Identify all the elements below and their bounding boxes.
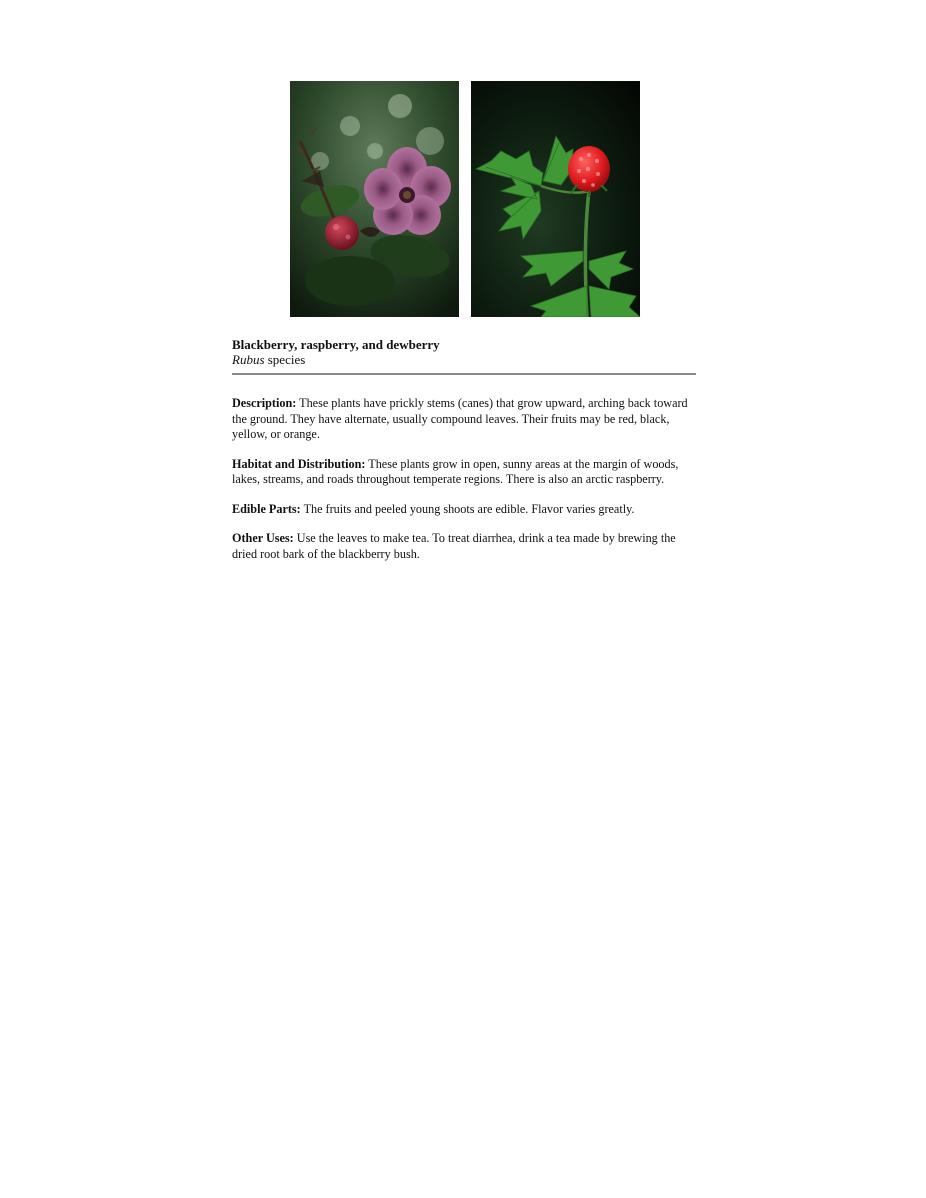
section-label: Edible Parts: [232, 501, 301, 516]
plant-species-suffix: species [267, 352, 306, 367]
plant-common-name: Blackberry, raspberry, and dewberry [232, 337, 440, 352]
dewberry-photo-image [290, 81, 459, 317]
section-label: Habitat and Distribution: [232, 456, 366, 471]
plant-details [232, 396, 696, 576]
dewberry-photo [290, 81, 459, 317]
section-text: These plants have prickly stems (canes) that grow upward, arching back toward the ground. They have alternate, usually compound leaves. Their fruits may be red, black, yellow, or orange. [232, 396, 688, 441]
section-label: Other Uses: [232, 531, 294, 545]
raspberry-photo-image [471, 81, 640, 317]
raspberry-photo [471, 81, 640, 317]
section-text: Use the leaves to make tea. To treat diarrhea, drink a tea made by brewing the dried root bark of the blackberry bush. [232, 531, 676, 561]
heading-divider [232, 373, 696, 375]
description-section [232, 396, 696, 443]
section-label: Description: [232, 396, 297, 410]
plant-scientific-name [232, 352, 696, 367]
section-text: The fruits and peeled young shoots are edible. Flavor varies greatly. [303, 501, 635, 516]
habitat-section [232, 457, 696, 488]
other-uses-section [232, 531, 696, 562]
plant-heading [232, 337, 696, 367]
section-text: These plants grow in open, sunny areas at the margin of woods, lakes, streams, and roads throughout temperate regions. There is also an arctic raspberry. [232, 456, 679, 486]
edible-parts-section [232, 502, 696, 518]
plant-genus: Rubus [232, 352, 265, 367]
